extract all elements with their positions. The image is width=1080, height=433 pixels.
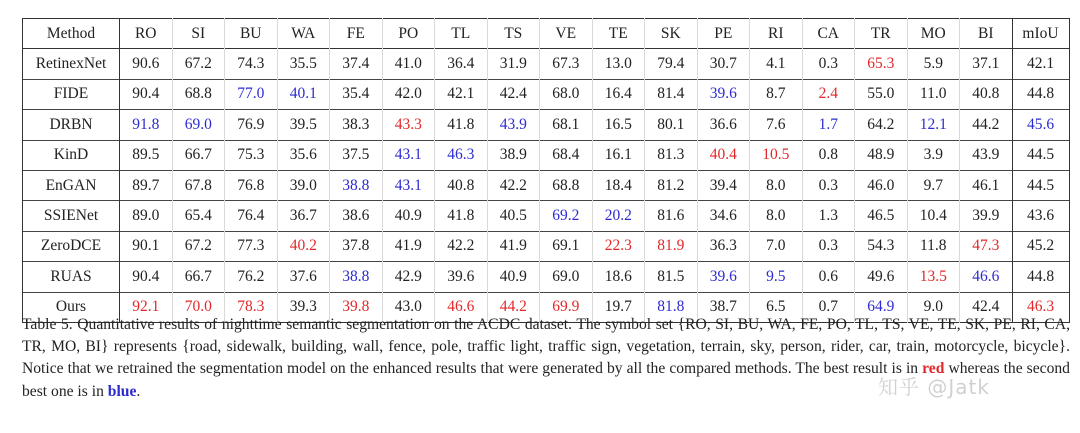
value-cell: 35.6: [277, 140, 330, 170]
value-cell: 46.5: [855, 201, 908, 231]
value-cell: 38.3: [330, 110, 383, 140]
method-name-cell: KinD: [23, 140, 120, 170]
value-cell: 4.1: [750, 49, 803, 79]
column-header: SI: [172, 19, 225, 49]
column-header: TS: [487, 19, 540, 49]
value-cell: 0.3: [802, 49, 855, 79]
value-cell: 37.6: [277, 262, 330, 292]
value-cell: 81.4: [645, 79, 698, 109]
value-cell: 44.8: [1012, 262, 1069, 292]
value-cell: 0.3: [802, 231, 855, 261]
value-cell: 6.5: [750, 292, 803, 322]
value-cell: 89.7: [120, 170, 173, 200]
value-cell: 70.0: [172, 292, 225, 322]
column-header: BI: [960, 19, 1013, 49]
column-header: CA: [802, 19, 855, 49]
table-row: [23, 231, 1070, 261]
value-cell: 42.1: [1012, 49, 1069, 79]
value-cell: 41.8: [435, 201, 488, 231]
value-cell: 10.4: [907, 201, 960, 231]
column-header: FE: [330, 19, 383, 49]
table-caption: [22, 314, 1070, 403]
value-cell: 66.7: [172, 262, 225, 292]
value-cell: 77.0: [225, 79, 278, 109]
value-cell: 68.1: [540, 110, 593, 140]
value-cell: 40.4: [697, 140, 750, 170]
table-row: [23, 201, 1070, 231]
value-cell: 90.4: [120, 79, 173, 109]
value-cell: 37.5: [330, 140, 383, 170]
value-cell: 39.8: [330, 292, 383, 322]
value-cell: 2.4: [802, 79, 855, 109]
value-cell: 81.5: [645, 262, 698, 292]
value-cell: 3.9: [907, 140, 960, 170]
table-row: [23, 262, 1070, 292]
method-name-cell: SSIENet: [23, 201, 120, 231]
value-cell: 40.8: [960, 79, 1013, 109]
value-cell: 69.9: [540, 292, 593, 322]
value-cell: 31.9: [487, 49, 540, 79]
table-row: [23, 79, 1070, 109]
value-cell: 10.5: [750, 140, 803, 170]
value-cell: 55.0: [855, 79, 908, 109]
value-cell: 47.3: [960, 231, 1013, 261]
value-cell: 65.4: [172, 201, 225, 231]
method-name-cell: Ours: [23, 292, 120, 322]
value-cell: 43.9: [487, 110, 540, 140]
value-cell: 18.6: [592, 262, 645, 292]
value-cell: 76.4: [225, 201, 278, 231]
value-cell: 89.5: [120, 140, 173, 170]
value-cell: 34.6: [697, 201, 750, 231]
value-cell: 9.7: [907, 170, 960, 200]
value-cell: 16.4: [592, 79, 645, 109]
value-cell: 68.0: [540, 79, 593, 109]
method-name-cell: RetinexNet: [23, 49, 120, 79]
value-cell: 39.6: [697, 79, 750, 109]
value-cell: 19.7: [592, 292, 645, 322]
method-name-cell: RUAS: [23, 262, 120, 292]
value-cell: 64.2: [855, 110, 908, 140]
value-cell: 35.4: [330, 79, 383, 109]
value-cell: 39.5: [277, 110, 330, 140]
column-header: TE: [592, 19, 645, 49]
value-cell: 1.7: [802, 110, 855, 140]
value-cell: 7.6: [750, 110, 803, 140]
value-cell: 68.8: [540, 170, 593, 200]
value-cell: 1.3: [802, 201, 855, 231]
value-cell: 9.5: [750, 262, 803, 292]
column-header: PO: [382, 19, 435, 49]
value-cell: 5.9: [907, 49, 960, 79]
value-cell: 76.8: [225, 170, 278, 200]
value-cell: 38.7: [697, 292, 750, 322]
value-cell: 46.0: [855, 170, 908, 200]
value-cell: 40.9: [487, 262, 540, 292]
value-cell: 8.0: [750, 170, 803, 200]
value-cell: 75.3: [225, 140, 278, 170]
value-cell: 90.6: [120, 49, 173, 79]
value-cell: 41.0: [382, 49, 435, 79]
value-cell: 35.5: [277, 49, 330, 79]
column-header: RI: [750, 19, 803, 49]
value-cell: 40.9: [382, 201, 435, 231]
value-cell: 39.3: [277, 292, 330, 322]
column-header: VE: [540, 19, 593, 49]
value-cell: 37.8: [330, 231, 383, 261]
column-header: TR: [855, 19, 908, 49]
value-cell: 80.1: [645, 110, 698, 140]
value-cell: 46.1: [960, 170, 1013, 200]
value-cell: 41.9: [487, 231, 540, 261]
value-cell: 67.2: [172, 231, 225, 261]
caption-text: Table 5. Quantitative results of nighttime semantic segmentation on the ACDC dataset. The symbol set {RO, SI, BU, WA, FE, PO, TL, TS, VE, TE, SK, PE, RI, CA, TR, MO, BI} represents {road, sidewalk, building, wall, fence, pole, traffic light, traffic sign, vegetation, terrain, sky, person, rider, car, train, motorcycle, bicycle}. Notice that we retrained the segmentation model on the enhanced results that were generated by all the compared methods. The best result is in: [22, 316, 1070, 378]
value-cell: 46.3: [435, 140, 488, 170]
table-row: [23, 110, 1070, 140]
value-cell: 42.2: [487, 170, 540, 200]
value-cell: 12.1: [907, 110, 960, 140]
value-cell: 42.1: [435, 79, 488, 109]
column-header: SK: [645, 19, 698, 49]
value-cell: 36.4: [435, 49, 488, 79]
value-cell: 78.3: [225, 292, 278, 322]
value-cell: 16.1: [592, 140, 645, 170]
value-cell: 42.4: [487, 79, 540, 109]
caption-text-end: .: [136, 382, 141, 400]
value-cell: 40.1: [277, 79, 330, 109]
value-cell: 39.6: [697, 262, 750, 292]
value-cell: 44.5: [1012, 170, 1069, 200]
value-cell: 39.4: [697, 170, 750, 200]
results-table: [22, 18, 1070, 323]
value-cell: 13.5: [907, 262, 960, 292]
value-cell: 13.0: [592, 49, 645, 79]
value-cell: 42.0: [382, 79, 435, 109]
value-cell: 20.2: [592, 201, 645, 231]
value-cell: 76.2: [225, 262, 278, 292]
value-cell: 11.8: [907, 231, 960, 261]
column-header: Method: [23, 19, 120, 49]
value-cell: 81.3: [645, 140, 698, 170]
value-cell: 37.1: [960, 49, 1013, 79]
value-cell: 44.8: [1012, 79, 1069, 109]
value-cell: 92.1: [120, 292, 173, 322]
column-header: TL: [435, 19, 488, 49]
value-cell: 90.1: [120, 231, 173, 261]
value-cell: 79.4: [645, 49, 698, 79]
value-cell: 42.9: [382, 262, 435, 292]
value-cell: 41.9: [382, 231, 435, 261]
value-cell: 90.4: [120, 262, 173, 292]
method-name-cell: EnGAN: [23, 170, 120, 200]
table-row: [23, 140, 1070, 170]
value-cell: 46.6: [960, 262, 1013, 292]
value-cell: 49.6: [855, 262, 908, 292]
value-cell: 45.2: [1012, 231, 1069, 261]
value-cell: 43.9: [960, 140, 1013, 170]
value-cell: 41.8: [435, 110, 488, 140]
value-cell: 36.7: [277, 201, 330, 231]
value-cell: 46.3: [1012, 292, 1069, 322]
value-cell: 45.6: [1012, 110, 1069, 140]
value-cell: 77.3: [225, 231, 278, 261]
value-cell: 48.9: [855, 140, 908, 170]
value-cell: 81.9: [645, 231, 698, 261]
value-cell: 38.6: [330, 201, 383, 231]
method-name-cell: FIDE: [23, 79, 120, 109]
value-cell: 44.2: [487, 292, 540, 322]
value-cell: 66.7: [172, 140, 225, 170]
value-cell: 69.0: [540, 262, 593, 292]
value-cell: 22.3: [592, 231, 645, 261]
value-cell: 40.2: [277, 231, 330, 261]
value-cell: 38.8: [330, 262, 383, 292]
value-cell: 65.3: [855, 49, 908, 79]
value-cell: 69.2: [540, 201, 593, 231]
value-cell: 68.4: [540, 140, 593, 170]
value-cell: 18.4: [592, 170, 645, 200]
value-cell: 43.0: [382, 292, 435, 322]
column-header: BU: [225, 19, 278, 49]
value-cell: 42.4: [960, 292, 1013, 322]
value-cell: 38.8: [330, 170, 383, 200]
value-cell: 16.5: [592, 110, 645, 140]
caption-text-mid: whereas the second best one is in: [22, 360, 1070, 400]
value-cell: 40.5: [487, 201, 540, 231]
method-name-cell: DRBN: [23, 110, 120, 140]
table-header-row: [23, 19, 1070, 49]
table-row: [23, 170, 1070, 200]
method-name-cell: ZeroDCE: [23, 231, 120, 261]
value-cell: 54.3: [855, 231, 908, 261]
column-header: WA: [277, 19, 330, 49]
value-cell: 0.8: [802, 140, 855, 170]
value-cell: 7.0: [750, 231, 803, 261]
value-cell: 39.0: [277, 170, 330, 200]
value-cell: 68.8: [172, 79, 225, 109]
value-cell: 69.0: [172, 110, 225, 140]
value-cell: 74.3: [225, 49, 278, 79]
value-cell: 81.8: [645, 292, 698, 322]
value-cell: 36.6: [697, 110, 750, 140]
value-cell: 69.1: [540, 231, 593, 261]
column-header: MO: [907, 19, 960, 49]
value-cell: 38.9: [487, 140, 540, 170]
value-cell: 40.8: [435, 170, 488, 200]
column-header: mIoU: [1012, 19, 1069, 49]
table-row: [23, 49, 1070, 79]
value-cell: 30.7: [697, 49, 750, 79]
value-cell: 81.2: [645, 170, 698, 200]
value-cell: 9.0: [907, 292, 960, 322]
value-cell: 37.4: [330, 49, 383, 79]
value-cell: 64.9: [855, 292, 908, 322]
value-cell: 39.9: [960, 201, 1013, 231]
value-cell: 11.0: [907, 79, 960, 109]
value-cell: 8.7: [750, 79, 803, 109]
value-cell: 89.0: [120, 201, 173, 231]
value-cell: 39.6: [435, 262, 488, 292]
caption-blue-word: blue: [107, 382, 137, 400]
value-cell: 43.6: [1012, 201, 1069, 231]
value-cell: 67.3: [540, 49, 593, 79]
value-cell: 8.0: [750, 201, 803, 231]
value-cell: 43.3: [382, 110, 435, 140]
value-cell: 43.1: [382, 140, 435, 170]
value-cell: 46.6: [435, 292, 488, 322]
value-cell: 36.3: [697, 231, 750, 261]
value-cell: 44.2: [960, 110, 1013, 140]
value-cell: 42.2: [435, 231, 488, 261]
column-header: PE: [697, 19, 750, 49]
value-cell: 67.8: [172, 170, 225, 200]
column-header: RO: [120, 19, 173, 49]
table-body: [23, 49, 1070, 323]
value-cell: 67.2: [172, 49, 225, 79]
value-cell: 76.9: [225, 110, 278, 140]
value-cell: 0.6: [802, 262, 855, 292]
caption-red-word: red: [922, 360, 945, 378]
value-cell: 81.6: [645, 201, 698, 231]
value-cell: 43.1: [382, 170, 435, 200]
value-cell: 91.8: [120, 110, 173, 140]
watermark: 知乎 @Jatk: [878, 375, 990, 399]
value-cell: 0.7: [802, 292, 855, 322]
value-cell: 0.3: [802, 170, 855, 200]
value-cell: 44.5: [1012, 140, 1069, 170]
